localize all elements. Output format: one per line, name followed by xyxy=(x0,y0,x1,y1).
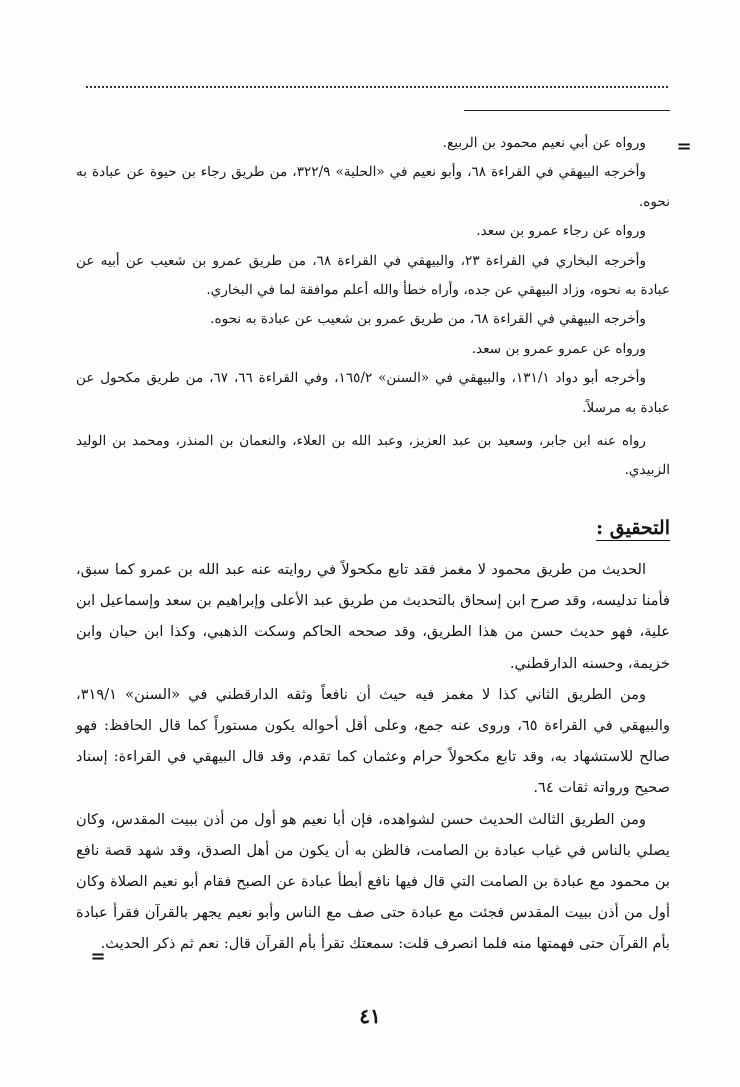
section-title: التحقيق : xyxy=(596,517,670,539)
continuation-mark-bottom: = xyxy=(90,946,106,967)
footnote-line: ورواه عن أبي نعيم محمود بن الربيع. xyxy=(442,135,646,151)
body-text xyxy=(76,554,670,960)
footnote-line: وأخرجه أبو دواد ١٣١/١، والبيهقي في «السنن» ١٦٥/٢، وفي القراءة ٦٦، ٦٧، من طريق مكحول عن عبادة به مرسلاً. xyxy=(76,370,670,416)
footnote-separator xyxy=(464,110,670,111)
footnote-line: رواه عنه ابن جابر، وسعيد بن عبد العزيز، وعبد الله بن العلاء، والنعمان بن المنذر، ومحمد بن الوليد الزبيدي. xyxy=(76,433,670,479)
footnote-line: وأخرجه البيهقي في القراءة ٦٨، من طريق عمرو بن شعيب عن عبادة به نحوه. xyxy=(210,311,646,328)
footnote-line: ورواه عن رجاء عمرو بن سعد. xyxy=(476,223,646,240)
body-paragraph: ومن الطريق الثاني كذا لا مغمز فيه حيث أن نافعاً وثقه الدارقطني في «السنن» ٣١٩/١، والبيهقي في القراءة ٦٥، وروى عنه جمع، وعلى أقل أحواله يكون مستوراً كما قال الحافظ: فهو صالح للاستشهاد به، وقد تابع مكحولاً حرام وعثمان كما تقدم، وقد قال البيهقي في القراءة: إسناد صحيح ورواته ثقات ٦٤. xyxy=(76,685,671,797)
footnote-line: ورواه عن عمرو عمرو بن سعد. xyxy=(471,340,646,357)
footnote-line: وأخرجه البخاري في القراءة ٢٣، والبيهقي في القراءة ٦٨، من طريق عمرو بن شعيب عن أبيه عن عبادة به نحوه، وزاد البيهقي عن جده، وأراه خطأ والله أعلم موافقة لما في البخاري. xyxy=(76,252,670,299)
header-dotted-rule xyxy=(86,86,668,88)
body-paragraph: ومن الطريق الثالث الحديث حسن لشواهده، فإن أبا نعيم هو أول من أذن ببيت المقدس، وكان يصلي بالناس في غياب عبادة بن الصامت، فالظن به أن يكون من أهل الصدق، وقد شهد قصة نافع بن محمود مع عبادة بن الصامت التي قال فيها نافع أبطأ عبادة عن الصبح فقام أبو نعيم الصلاة وكان أول من أذن ببيت المقدس فجئت مع عبادة حتى صف مع الناس وأبو نعيم يجهر بالقرآن فقرأ عبادة بأم القرآن حتى فهمتها منه فلما انصرف قلت: سمعتك تقرأ بأم القرآن قال: نعم ثم ذكر الحديث. xyxy=(76,810,670,953)
body-paragraph: الحديث من طريق محمود لا مغمز فقد تابع مكحولاً في روايته عنه عبد الله بن عمرو كما سبق، فأمنا تدليسه، وقد صرح ابن إسحاق بالتحديث من طريق عبد الأعلى وإبراهيم بن سعد وإسماعيل ابن علية، فهو حديث حسن من هذا الطريق، وقد صححه الحاكم وسكت الذهبي، وكذا ابن حبان وابن خزيمة، وحسنه الدارقطني. xyxy=(76,561,670,672)
footnote-line: وأخرجه البيهقي في القراءة ٦٨، وأبو نعيم في «الحلية» ٣٢٢/٩، من طريق رجاء بن حيوة عن عبادة به نحوه. xyxy=(76,164,670,210)
page-number: ٤١ xyxy=(359,1004,381,1028)
continuation-mark-top: = xyxy=(676,136,692,157)
footnotes-section xyxy=(76,110,670,486)
